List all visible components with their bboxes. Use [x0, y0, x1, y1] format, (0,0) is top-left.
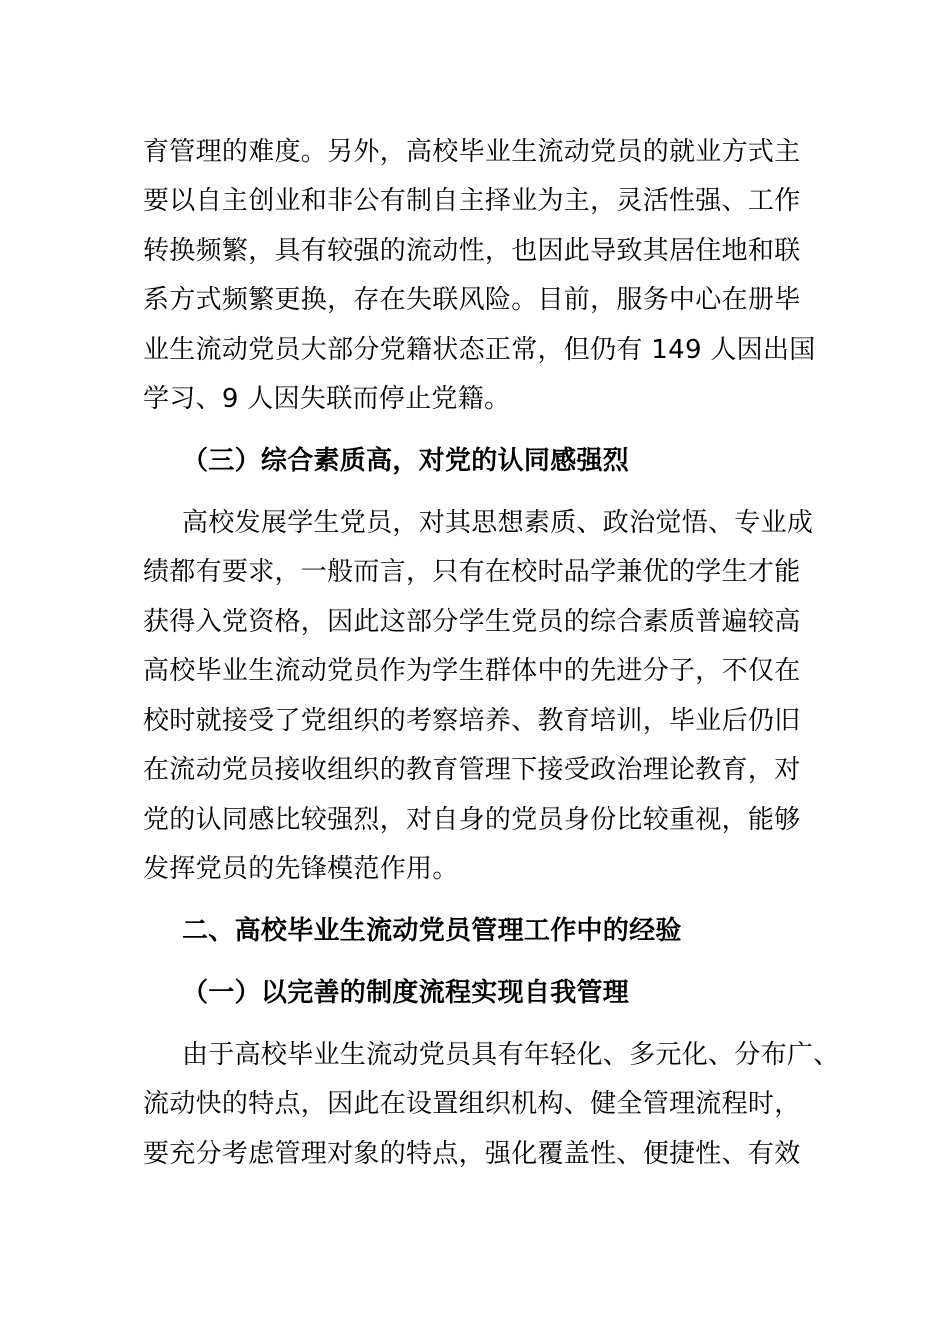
body-text-line: 在流动党员接收组织的教育管理下接受政治理论教育，对	[143, 755, 801, 785]
body-text-line: 系方式频繁更换，存在失联风险。目前，服务中心在册毕	[143, 285, 801, 315]
chapter-heading: 二、高校毕业生流动党员管理工作中的经验	[182, 916, 682, 946]
body-text-line: 育管理的难度。另外，高校毕业生流动党员的就业方式主	[143, 137, 801, 167]
body-text-line: 党的认同感比较强烈，对自身的党员身份比较重视，能够	[143, 805, 801, 835]
body-text-line: 学习、9 人因失联而停止党籍。	[143, 384, 511, 414]
body-text-line: 发挥党员的先锋模范作用。	[143, 854, 459, 884]
section-heading: （一）以完善的制度流程实现自我管理	[182, 978, 630, 1008]
body-text-line: 绩都有要求，一般而言，只有在校时品学兼优的学生才能	[143, 557, 801, 587]
body-text-line: 由于高校毕业生流动党员具有年轻化、多元化、分布广、	[182, 1040, 840, 1070]
body-text-line: 高校发展学生党员，对其思想素质、政治觉悟、专业成	[182, 508, 814, 538]
section-heading: （三）综合素质高，对党的认同感强烈	[182, 446, 630, 476]
body-text-line: 高校毕业生流动党员作为学生群体中的先进分子，不仅在	[143, 656, 801, 686]
body-text-line: 获得入党资格，因此这部分学生党员的综合素质普遍较高	[143, 607, 801, 637]
body-text-line: 要以自主创业和非公有制自主择业为主，灵活性强、工作	[143, 186, 801, 216]
body-text-line: 转换频繁，具有较强的流动性，也因此导致其居住地和联	[143, 236, 801, 266]
body-text-line: 业生流动党员大部分党籍状态正常，但仍有 149 人因出国	[143, 335, 816, 365]
body-text-line: 校时就接受了党组织的考察培养、教育培训，毕业后仍旧	[143, 706, 801, 736]
body-text-line: 流动快的特点，因此在设置组织机构、健全管理流程时，	[143, 1089, 801, 1119]
body-text-line: 要充分考虑管理对象的特点，强化覆盖性、便捷性、有效	[143, 1139, 801, 1169]
